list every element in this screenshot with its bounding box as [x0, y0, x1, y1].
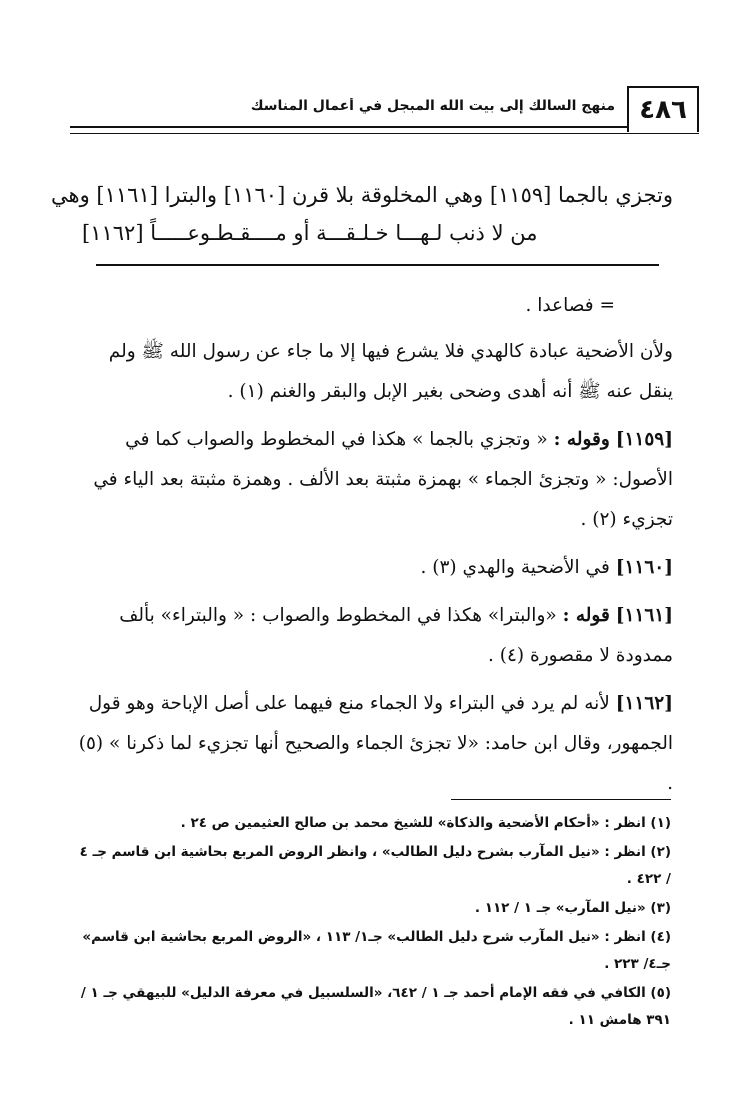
note-text: «والبترا» هكذا في المخطوط والصواب : « والبتراء» بألف ممدودة لا مقصورة (٤) . — [119, 605, 673, 666]
main-text-divider — [96, 264, 659, 266]
note-number: [١١٦٠] — [615, 557, 673, 578]
main-text — [51, 176, 673, 252]
note-lead: قوله : — [562, 605, 610, 626]
note-number: [١١٦١] — [615, 605, 673, 626]
note-1159 — [72, 420, 673, 540]
running-title: منهج السالك إلى بيت الله المبجل في أعمال المناسك — [250, 98, 615, 114]
footnote: (٥) الكافي في فقه الإمام أحمد جـ ١ / ٦٤٢، «السلسبيل في معرفة الدليل» للبيهقي جـ ١ / ٣٩١ هامش ١١ . — [80, 985, 671, 1028]
footnote: (٢) انظر : «نيل المآرب بشرح دليل الطالب» ، وانظر الروض المربع بحاشية ابن قاسم جـ ٤ / ٤٢٢ . — [79, 844, 671, 887]
continuation-line: = فصاعدا . — [525, 295, 615, 316]
note-lead: وقوله : — [553, 429, 610, 450]
footnote: (٤) انظر : «نيل المآرب شرح دليل الطالب» جـ١/ ١١٣ ، «الروض المربع بحاشية ابن قاسم» جـ٤/ ٢٢٣ . — [82, 929, 671, 972]
main-text-line: من لا ذنب لـهـــا خـلـقـــة أو مــــقـطـوعـــــاً [١١٦٢] — [82, 221, 538, 245]
commentary — [72, 286, 673, 812]
note-1162 — [72, 684, 673, 804]
footnote: (٣) «نيل المآرب» جـ ١ / ١١٢ . — [474, 900, 671, 916]
note-text: « وتجزي بالجما » هكذا في المخطوط والصواب كما في الأصول: « وتجزئ الجماء » بهمزة مثبتة بعد الألف . وهمزة مثبتة بعد الياء في تجزيء (٢) . — [93, 429, 673, 530]
note-1161 — [72, 596, 673, 676]
footnote: (١) انظر : «أحكام الأضحية والذكاة» للشيخ محمد بن صالح العثيمين ص ٢٤ . — [180, 815, 671, 831]
footnotes — [78, 810, 671, 1036]
page-number: ٤٨٦ — [627, 86, 699, 132]
page-header — [70, 86, 699, 130]
note-text: لأنه لم يرد في البتراء ولا الجماء منع فيهما على أصل الإباحة وهو قول الجمهور، وقال ابن حامد: «لا تجزئ الجماء والصحيح أنها تجزيء لما ذكرنا » (٥) . — [78, 693, 673, 794]
note-text: في الأضحية والهدي (٣) . — [420, 557, 610, 578]
note-number: [١١٦٢] — [615, 693, 673, 714]
paragraph: ولأن الأضحية عبادة كالهدي فلا يشرع فيها إلا ما جاء عن رسول الله ﷺ ولم ينقل عنه ﷺ أنه أهدى وضحى بغير الإبل والبقر والغنم (١) . — [108, 341, 673, 402]
main-text-line: وتجزي بالجما [١١٥٩] وهي المخلوقة بلا قرن [١١٦٠] والبترا [١١٦١] وهي — [51, 183, 673, 207]
header-rule — [70, 126, 699, 134]
note-1160 — [72, 548, 673, 588]
note-number: [١١٥٩] — [615, 429, 673, 450]
footnote-divider — [451, 799, 671, 800]
